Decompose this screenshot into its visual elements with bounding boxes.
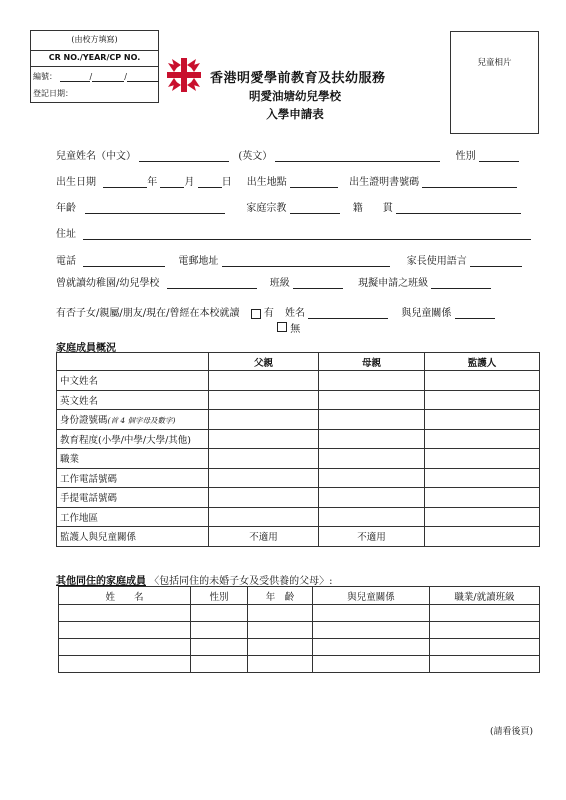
others-cell[interactable]: [59, 605, 191, 622]
org-title: 香港明愛學前教育及扶幼服務: [210, 71, 386, 86]
sibling-name-label: 姓名: [285, 308, 306, 319]
family-row: [57, 410, 540, 430]
name-cn-label: 兒童姓名（中文）: [56, 151, 136, 162]
others-row: [59, 656, 540, 673]
date-label: 登記日期：: [33, 89, 73, 98]
sibling-relation-label: 與兒童關係: [401, 308, 452, 319]
cr-label: CR NO./YEAR/CP NO.: [48, 53, 141, 62]
family-row: [57, 488, 540, 508]
code-row: 編號： / /: [33, 71, 159, 82]
others-table: 姓 名 性別 年 齡 與兒童關係 職業/就讀班級: [58, 586, 540, 673]
prev-school-label: 曾就讀幼稚園/幼兒學校: [56, 278, 160, 289]
family-row: [57, 371, 540, 391]
birthplace-field[interactable]: [290, 176, 338, 188]
others-cell[interactable]: [248, 639, 313, 656]
family-row-label: 身份證號碼(首 4 個字母及數字): [57, 410, 209, 430]
family-row: [57, 468, 540, 488]
origin-label: 籍 貫: [352, 203, 393, 214]
family-row-label: 職業: [57, 449, 209, 469]
religion-label: 家庭宗教: [246, 203, 287, 214]
others-cell[interactable]: [191, 639, 248, 656]
family-row-label: 監護人與兒童關係: [57, 527, 209, 547]
others-heading: 其他同住的家庭成員: [56, 576, 146, 587]
others-cell[interactable]: [430, 622, 540, 639]
family-row-label: 工作地區: [57, 507, 209, 527]
row-address: [56, 225, 531, 240]
others-cell[interactable]: [313, 605, 430, 622]
family-cell[interactable]: [319, 371, 425, 391]
row-dob: 出生日期 年 月 日 出生地點 出生證明書號碼: [56, 173, 517, 188]
row-sibling: [56, 304, 495, 319]
family-cell[interactable]: [319, 390, 425, 410]
no-checkbox[interactable]: [277, 322, 287, 332]
family-cell[interactable]: [209, 429, 319, 449]
family-cell[interactable]: [319, 468, 425, 488]
others-cell[interactable]: [248, 622, 313, 639]
family-cell[interactable]: [425, 507, 540, 527]
language-label: 家長使用語言: [406, 256, 467, 267]
footer-note: (請看後頁): [490, 727, 534, 737]
class-label: 班級: [269, 278, 290, 289]
apply-class-field[interactable]: [431, 277, 491, 289]
others-row: [59, 605, 540, 622]
row-prev-school: [56, 274, 491, 289]
others-cell[interactable]: [430, 639, 540, 656]
family-cell[interactable]: [209, 468, 319, 488]
yes-checkbox[interactable]: [251, 309, 261, 319]
family-cell[interactable]: [319, 488, 425, 508]
religion-field[interactable]: [290, 202, 340, 214]
family-row-label: 教育程度(小學/中學/大學/其他): [57, 429, 209, 449]
sibling-question: 有否子女/親屬/朋友/現在/曾經在本校就讀: [56, 308, 240, 319]
family-cell[interactable]: [425, 488, 540, 508]
photo-label: 兒童相片: [477, 58, 512, 68]
no-label: 無: [290, 324, 301, 335]
gender-label: 性別: [455, 151, 476, 162]
family-row: [57, 449, 540, 469]
dob-year-field[interactable]: [103, 176, 147, 188]
family-row: [57, 507, 540, 527]
row-phone: [56, 252, 522, 267]
code-label: 編號：: [33, 72, 57, 81]
family-cell[interactable]: [209, 449, 319, 469]
family-cell[interactable]: [425, 429, 540, 449]
family-row-label: 中文姓名: [57, 371, 209, 391]
others-note: 〈包括同住的未婚子女及受供養的父母〉:: [149, 576, 333, 587]
office-use-box: [30, 30, 159, 103]
row-no: [277, 320, 300, 335]
class-field[interactable]: [293, 277, 343, 289]
family-cell[interactable]: 不適用: [319, 527, 425, 547]
family-cell[interactable]: [425, 527, 540, 547]
others-cell[interactable]: [59, 639, 191, 656]
dob-month-field[interactable]: [160, 176, 184, 188]
others-cell[interactable]: [248, 656, 313, 673]
family-cell[interactable]: [319, 449, 425, 469]
others-cell[interactable]: [430, 656, 540, 673]
address-field[interactable]: [83, 228, 531, 240]
family-cell[interactable]: [209, 371, 319, 391]
others-cell[interactable]: [191, 605, 248, 622]
family-cell[interactable]: [425, 371, 540, 391]
family-cell[interactable]: [425, 410, 540, 430]
family-cell[interactable]: [319, 429, 425, 449]
family-heading: 家庭成員概況: [56, 343, 116, 354]
prev-school-field[interactable]: [167, 277, 257, 289]
age-field[interactable]: [85, 202, 225, 214]
language-field[interactable]: [470, 255, 522, 267]
family-row: [57, 390, 540, 410]
birthplace-label: 出生地點: [246, 177, 287, 188]
birth-cert-field[interactable]: [422, 176, 517, 188]
phone-field[interactable]: [83, 255, 165, 267]
sibling-name-field[interactable]: [308, 307, 388, 319]
family-cell[interactable]: [209, 410, 319, 430]
caritas-logo: [166, 57, 202, 93]
name-en-label: (英文）: [238, 151, 273, 162]
address-label: 住址: [56, 229, 76, 240]
others-cell[interactable]: [313, 622, 430, 639]
age-label: 年齡: [56, 203, 76, 214]
family-cell[interactable]: [319, 507, 425, 527]
family-cell[interactable]: [319, 410, 425, 430]
yes-label: 有: [263, 308, 274, 319]
others-cell[interactable]: [59, 622, 191, 639]
family-row: [57, 527, 540, 547]
origin-field[interactable]: [396, 202, 521, 214]
others-cell[interactable]: [313, 639, 430, 656]
office-note: (由校方填寫): [71, 35, 118, 44]
name-cn-field[interactable]: [139, 150, 229, 162]
family-row-label: 英文姓名: [57, 390, 209, 410]
others-row: [59, 622, 540, 639]
name-en-field[interactable]: [275, 150, 440, 162]
form-title: 入學申請表: [266, 107, 324, 121]
others-cell[interactable]: [191, 622, 248, 639]
dob-day-field[interactable]: [198, 176, 222, 188]
sibling-relation-field[interactable]: [455, 307, 495, 319]
family-cell[interactable]: [425, 449, 540, 469]
family-cell[interactable]: [425, 390, 540, 410]
family-table: 父親 母親 監護人 中文姓名 英文姓名 身份證號碼(首 4 個字母及數字) 教育程度(小學/中學/大學/其他) 職業 工作電話號碼 手提電話號碼 工作地區 監護人與兒童關係 不適用 不適用: [56, 352, 540, 547]
school-name: 明愛油塘幼兒學校: [249, 89, 341, 103]
photo-box: [450, 31, 539, 134]
family-cell[interactable]: [209, 488, 319, 508]
others-cell[interactable]: [59, 656, 191, 673]
others-cell[interactable]: [313, 656, 430, 673]
email-label: 電郵地址: [178, 256, 219, 267]
dob-label: 出生日期: [56, 177, 96, 188]
family-cell[interactable]: [209, 390, 319, 410]
birth-cert-label: 出生證明書號碼: [349, 177, 420, 188]
family-row-label: 工作電話號碼: [57, 468, 209, 488]
gender-field[interactable]: [479, 150, 519, 162]
email-field[interactable]: [222, 255, 390, 267]
row-age: [56, 199, 521, 214]
family-cell[interactable]: 不適用: [209, 527, 319, 547]
others-heading-row: [56, 572, 333, 587]
family-cell[interactable]: [425, 468, 540, 488]
phone-label: 電話: [56, 256, 76, 267]
family-cell[interactable]: [209, 507, 319, 527]
family-row: [57, 429, 540, 449]
others-cell[interactable]: [430, 605, 540, 622]
row-name: [56, 147, 519, 162]
family-row-label: 手提電話號碼: [57, 488, 209, 508]
others-cell[interactable]: [248, 605, 313, 622]
apply-class-label: 現擬申請之班級: [358, 278, 429, 289]
others-row: [59, 639, 540, 656]
others-cell[interactable]: [191, 656, 248, 673]
